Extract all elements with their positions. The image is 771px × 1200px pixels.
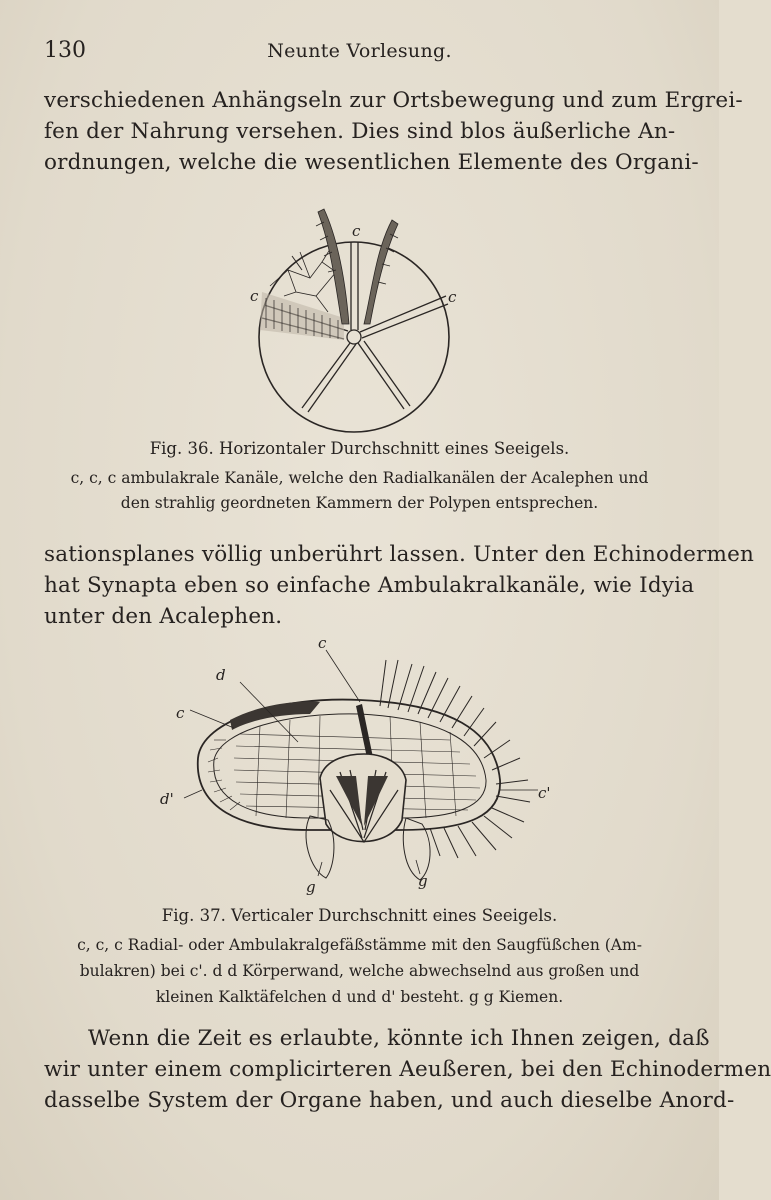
figure-36-caption-line: den strahlig geordneten Kammern der Polypen entsprechen. [120, 494, 599, 512]
label-d-prime: d' [160, 790, 174, 808]
text-line: fen der Nahrung versehen. Dies sind blos äußerliche An- [44, 119, 676, 144]
label-c-top: c [352, 222, 361, 240]
text-line: sationsplanes völlig unberührt lassen. Unter den Echinodermen [44, 542, 755, 567]
figure-36-horizontal-section [240, 200, 480, 440]
figure-36-caption-line: c, c, c ambulakrale Kanäle, welche den Radialkanälen der Acalephen und [70, 469, 649, 487]
running-title: Neunte Vorlesung. [267, 40, 452, 62]
label-c-left: c [250, 287, 259, 305]
text-line: ordnungen, welche die wesentlichen Elemente des Organi- [44, 150, 699, 175]
text-line: wir unter einem complicirteren Aeußeren, bei den Echinodermen [44, 1057, 771, 1082]
figure-37-vertical-section [150, 630, 570, 900]
text-line: dasselbe System der Organe haben, und auch dieselbe Anord- [44, 1088, 735, 1113]
text-line: verschiedenen Anhängseln zur Ortsbewegung und zum Ergrei- [44, 88, 743, 113]
figure-37-caption-line: c, c, c Radial- oder Ambulakralgefäßstämme mit den Saugfüßchen (Am- [77, 936, 642, 954]
figure-37-caption-line: bulakren) bei c'. d d Körperwand, welche abwechselnd aus großen und [79, 962, 640, 980]
text-line: hat Synapta eben so einfache Ambulakralkanäle, wie Idyia [44, 573, 695, 598]
figure-37-caption-line: kleinen Kalktäfelchen d und d' besteht. g g Kiemen. [155, 988, 564, 1006]
text-line: Wenn die Zeit es erlaubte, könnte ich Ihnen zeigen, daß [88, 1026, 710, 1051]
text-line: unter den Acalephen. [44, 604, 283, 629]
page-number: 130 [44, 38, 86, 63]
label-c-left: c [176, 704, 185, 722]
figure-37-caption-title: Fig. 37. Verticaler Durchschnitt eines Seeigels. [161, 906, 558, 925]
label-c-prime: c' [538, 784, 551, 802]
figure-36-caption-title: Fig. 36. Horizontaler Durchschnitt eines Seeigels. [149, 439, 570, 458]
label-g-left: g [306, 878, 316, 896]
label-c-right: c [448, 288, 457, 306]
label-g-right: g [418, 872, 428, 890]
label-c-top: c [318, 634, 327, 652]
label-d: d [216, 666, 226, 684]
